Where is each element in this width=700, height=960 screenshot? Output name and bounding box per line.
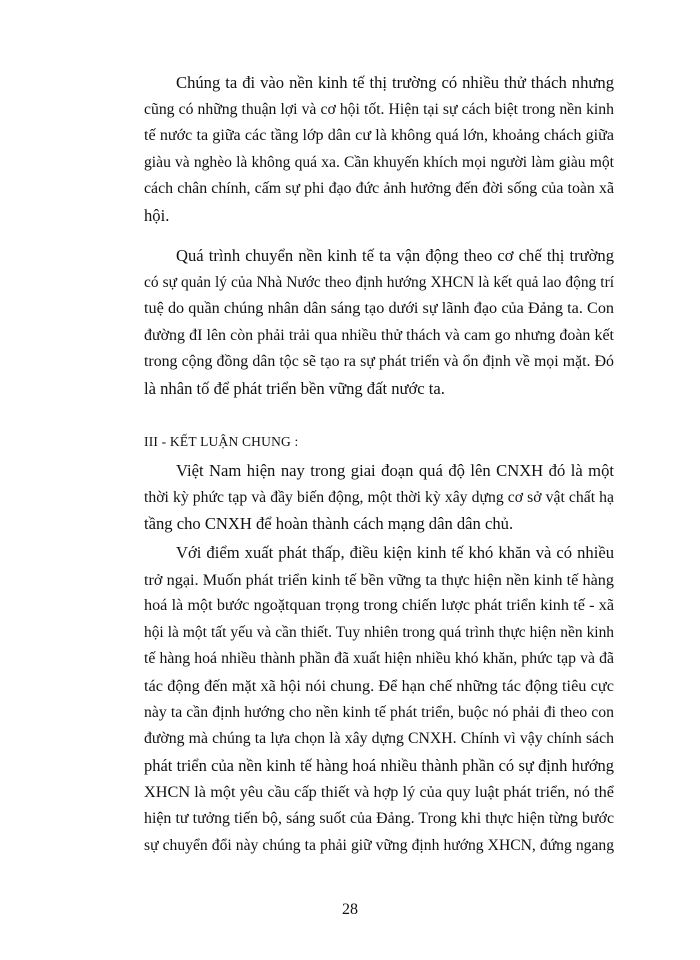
text-line: đường mà chúng ta lựa chọn là xây dựng CNXH. Chính vì vậy chính sách <box>144 730 614 748</box>
paragraph-starting-point <box>144 540 614 859</box>
text-line: tác động đến mặt xã hội nói chung. Để hạn chế những tác động tiêu cực <box>144 675 614 695</box>
text-line: XHCN là một yêu cầu cấp thiết và hợp lý của quy luật phát triển, nó thể <box>144 783 614 802</box>
text-line: tế hàng hoá nhiều thành phần đã xuất hiện nhiều khó khăn, phức tạp và đã <box>144 650 614 668</box>
text-line: Với điểm xuất phát thấp, điều kiện kinh tế khó khăn và có nhiều <box>176 543 614 562</box>
paragraph-transition-process <box>144 243 614 403</box>
text-line: Chúng ta đi vào nền kinh tế thị trường có nhiều thử thách nhưng <box>176 73 614 92</box>
paragraph-market-economy <box>144 70 614 230</box>
page-number: 28 <box>342 901 358 918</box>
text-line: tế nước ta giữa các tầng lớp dân cư là không quá lớn, khoảng chách giữa <box>144 127 614 145</box>
text-line: hội. <box>144 205 170 225</box>
text-line: phát triển của nền kinh tế hàng hoá nhiều thành phần có sự định hướng <box>144 755 614 775</box>
text-line: Quá trình chuyển nền kinh tế ta vận động theo cơ chế thị trường <box>176 246 614 265</box>
text-line: Việt Nam hiện nay trong giai đoạn quá độ lên CNXH đó là một <box>176 461 614 480</box>
text-line: trở ngại. Muốn phát triển kinh tế bền vững ta thực hiện nền kinh tế hàng <box>144 570 614 589</box>
text-line: tầng cho CNXH để hoàn thành cách mạng dân dân chủ. <box>144 514 514 534</box>
text-line: cách chân chính, cấm sự phi đạo đức ảnh hưởng đến đời sống của toàn xã <box>144 180 614 198</box>
text-line: có sự quản lý của Nhà Nước theo định hướng XHCN là kết quả lao động trí <box>144 273 614 291</box>
text-line: hội là một tất yếu và cần thiết. Tuy nhiên trong quá trình thực hiện nền kinh <box>144 623 614 641</box>
text-line: hoá là một bước ngoặtquan trọng trong chiến lược phát triển kinh tế - xã <box>144 597 614 615</box>
text-line: này ta cần định hướng cho nền kinh tế phát triển, buộc nó phải đi theo con <box>144 703 614 721</box>
text-line: hiện tư tưởng tiến bộ, sáng suốt của Đảng. Trong khi thực hiện từng bước <box>144 809 614 827</box>
text-line: giàu và nghèo là không quá xa. Cần khuyến khích mọi người làm giàu một <box>144 153 614 171</box>
text-line: là nhân tố để phát triển bền vững đất nước ta. <box>144 378 445 398</box>
text-line: tuệ do quần chúng nhân dân sáng tạo dưới sự lãnh đạo của Đảng ta. Con <box>144 300 614 318</box>
text-line: trong cộng đồng dân tộc sẽ tạo ra sự phát triển và ổn định về mọi mặt. Đó <box>144 353 614 371</box>
text-line: cũng có những thuận lợi và cơ hội tốt. Hiện tại sự cách biệt trong nền kinh <box>144 100 614 118</box>
text-line: đường đI lên còn phải trải qua nhiều thử thách và cam go nhưng đoàn kết <box>144 326 614 344</box>
text-line: sự chuyển đổi này chúng ta phải giữ vững định hướng XHCN, đứng ngang <box>144 836 614 854</box>
text-line: thời kỳ phức tạp và đầy biến động, một thời kỳ xây dựng cơ sở vật chất hạ <box>144 488 614 506</box>
paragraph-vietnam-transition <box>144 458 614 538</box>
section-heading: III - KẾT LUẬN CHUNG : <box>144 434 299 449</box>
